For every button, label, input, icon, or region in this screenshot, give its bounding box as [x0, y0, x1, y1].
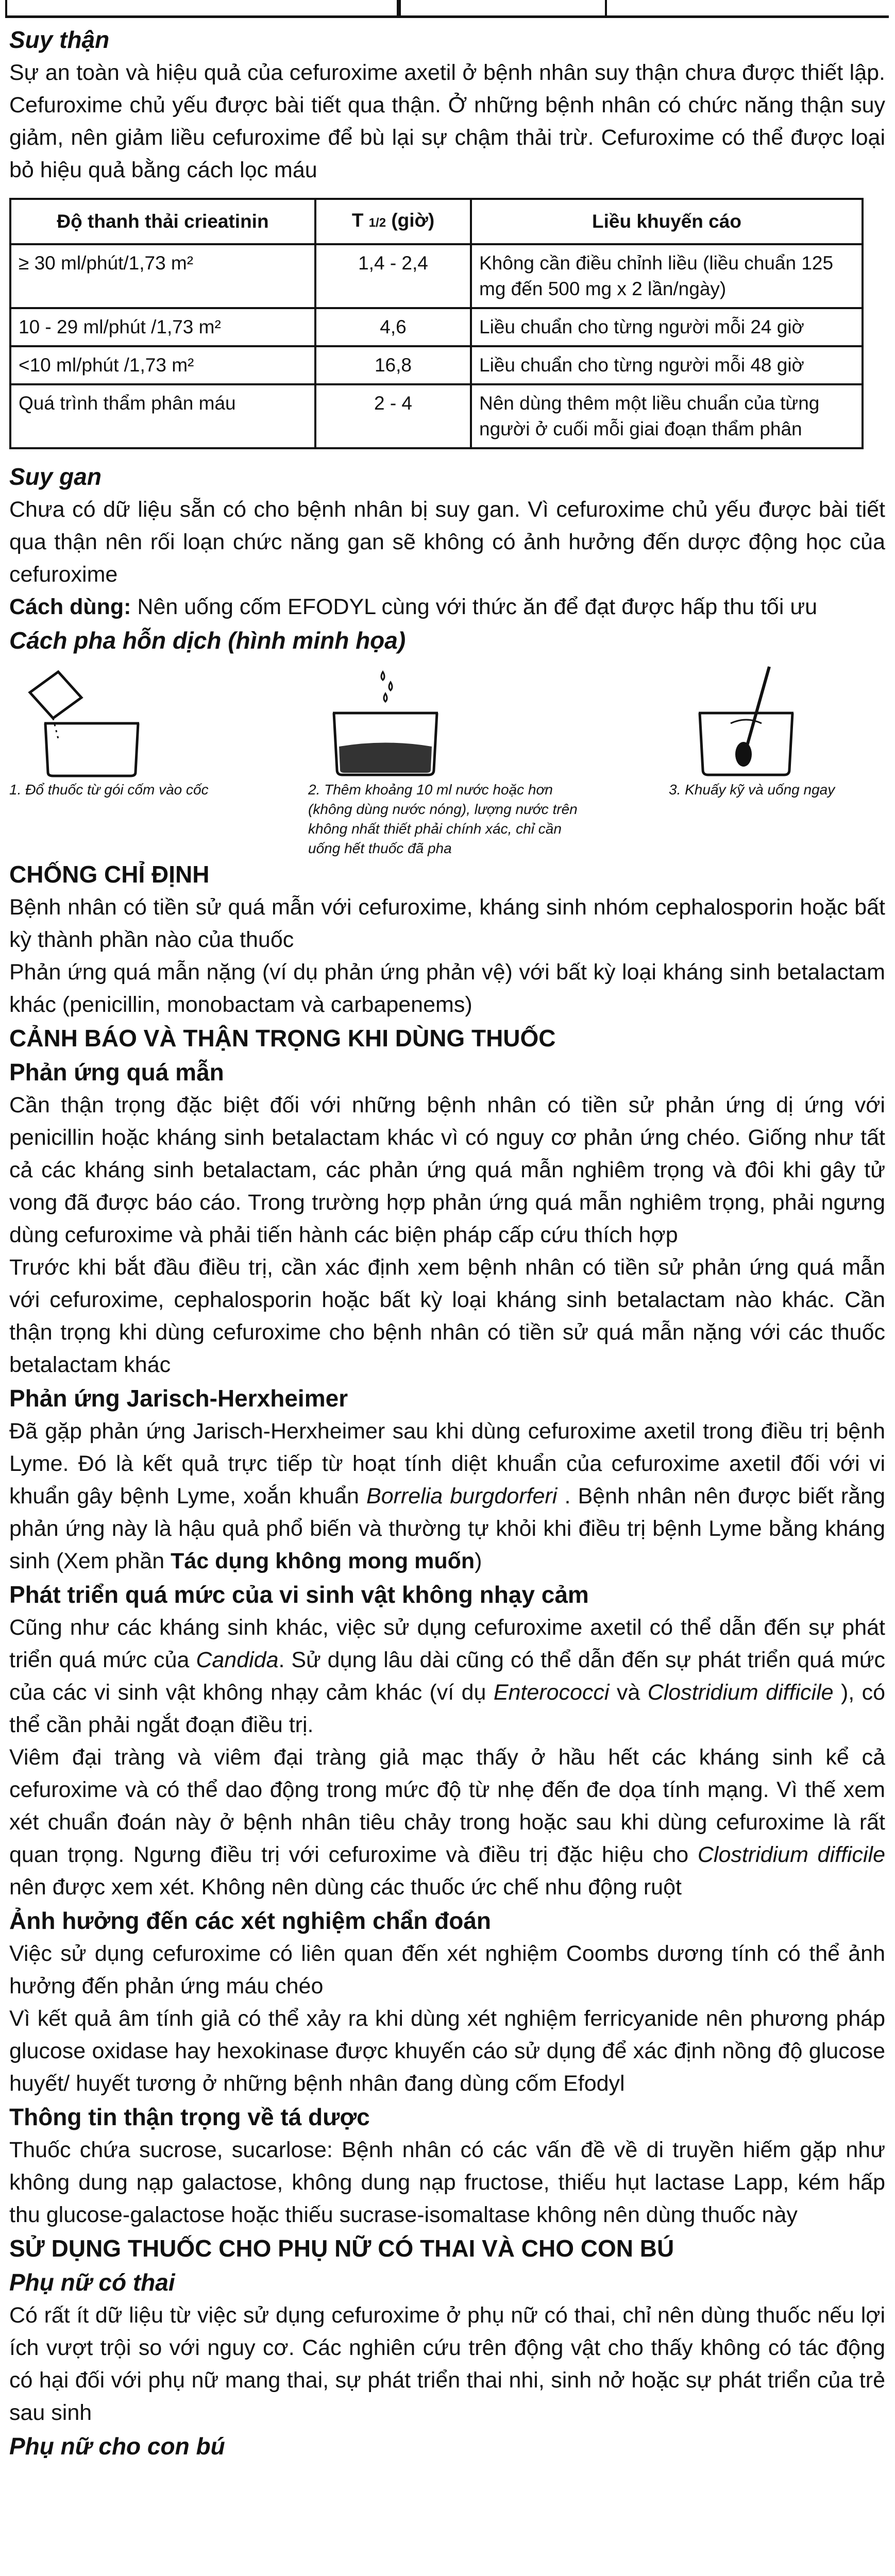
jarisch-heading: Phản ứng Jarisch-Herxheimer [9, 1385, 348, 1412]
table-remnant-bottom-border [5, 15, 889, 18]
usage-label: Cách dùng: [9, 595, 131, 619]
stir-spoon-icon [669, 662, 823, 780]
hepatic-heading: Suy gan [9, 463, 102, 490]
cell-clearance: <10 ml/phút /1,73 m² [10, 346, 315, 384]
cell-halflife: 4,6 [315, 308, 471, 346]
prep-step-2 [308, 662, 597, 858]
lab-tests-heading: Ảnh hưởng đến các xét nghiệm chẩn đoán [9, 1907, 492, 1934]
col-header-clearance: Độ thanh thải crieatinin [10, 199, 315, 244]
cross-reference: Tác dụng không mong muốn [171, 1549, 475, 1573]
organism-name: Candida [196, 1648, 279, 1672]
pregnancy-lactation-heading: SỬ DỤNG THUỐC CHO PHỤ NỮ CÓ THAI VÀ CHO CON BÚ [9, 2235, 674, 2262]
prep-illustration [9, 662, 885, 857]
overgrowth-paragraph [9, 1612, 885, 1741]
colitis-paragraph [9, 1741, 885, 1904]
jarisch-paragraph [9, 1415, 885, 1578]
prep-step-3-caption: 3. Khuấy kỹ và uống ngay [669, 782, 835, 798]
table-remnant-cell [5, 0, 401, 15]
table-header-row [10, 199, 863, 244]
text-run: . Sử dụng lâu dài cũng có thể dẫn đến sự phát triển quá mức của các vi sinh vật không nhạy cảm khác (ví dụ [9, 1648, 885, 1705]
cell-halflife: 2 - 4 [315, 384, 471, 448]
organism-name: Borrelia burgdorferi [366, 1484, 558, 1509]
cell-halflife: 1,4 - 2,4 [315, 244, 471, 308]
organism-name: Clostridium difficile [697, 1842, 885, 1867]
text-run: và [609, 1680, 648, 1705]
lactation-heading: Phụ nữ cho con bú [9, 2433, 225, 2460]
contraindications-p2: Phản ứng quá mẫn nặng (ví dụ phản ứng phản vệ) với bất kỳ loại kháng sinh betalactam khác (penicillin, monobactam và carbapenems) [9, 960, 885, 1017]
cell-dose: Liều chuẩn cho từng người mỗi 24 giờ [471, 308, 863, 346]
text-run: ), có thể cần phải ngắt đoạn điều trị. [9, 1680, 886, 1737]
cell-clearance: 10 - 29 ml/phút /1,73 m² [10, 308, 315, 346]
contraindications-heading: CHỐNG CHỈ ĐỊNH [9, 861, 210, 888]
pregnancy-heading: Phụ nữ có thai [9, 2269, 175, 2296]
excipients-heading: Thông tin thận trọng về tá dược [9, 2104, 370, 2130]
cell-halflife: 16,8 [315, 346, 471, 384]
text-run: . Bệnh nhân nên được biết rằng phản ứng này là hậu quả phổ biến và thường tự khỏi khi điều trị bệnh Lyme bằng kháng sinh (Xem phần [9, 1484, 885, 1573]
excipients-paragraph: Thuốc chứa sucrose, sucarlose: Bệnh nhân có các vấn đề về di truyền hiếm gặp như không dung nạp galactose, không dung nạp fructose, thiếu hụt lactase Lapp, kém hấp thu glucose-galactose hoặc thiếu sucrase-isomaltase không nên dùng thuốc này [9, 2138, 885, 2227]
table-row [10, 244, 863, 308]
cell-clearance: Quá trình thẩm phân máu [10, 384, 315, 448]
pregnancy-paragraph: Có rất ít dữ liệu từ việc sử dụng cefuroxime ở phụ nữ có thai, chỉ nên dùng thuốc nếu lợi ích vượt trội so với nguy cơ. Các nghiên cứu trên động vật cho thấy không có tác động có hại đối với phụ nữ mang thai, sự phát triển thai nhi, sinh nở hoặc sự phát triển của trẻ sau sinh [9, 2303, 885, 2425]
text-run: Đã gặp phản ứng Jarisch-Herxheimer sau khi dùng cefuroxime axetil trong điều trị bệnh Lyme. Đó là kết quả trực tiếp từ hoạt tính diệt khuẩn của cefuroxime axetil đối với vi khuẩn gây bệnh Lyme, xoắn khuẩn [9, 1419, 885, 1509]
prep-step-1 [9, 662, 215, 800]
cell-clearance: ≥ 30 ml/phút/1,73 m² [10, 244, 315, 308]
hypersensitivity-p1: Cần thận trọng đặc biệt đối với những bệnh nhân có tiền sử phản ứng dị ứng với penicillin hoặc kháng sinh betalactam khác vì có nguy cơ phản ứng chéo. Giống như tất cả các kháng sinh betalactam, các phản ứng quá mẫn nghiêm trọng và đôi khi gây tử vong đã được báo cáo. Trong trường hợp phản ứng quá mẫn nghiêm trọng, phải ngưng dùng cefuroxime và phải tiến hành các biện pháp cấp cứu thích hợp [9, 1093, 885, 1247]
hepatic-paragraph: Chưa có dữ liệu sẵn có cho bệnh nhân bị suy gan. Vì cefuroxime chủ yếu được bài tiết qua thận nên rối loạn chức năng gan sẽ không có ảnh hưởng đến dược động học của cefuroxime [9, 497, 885, 587]
prep-step-1-caption: 1. Đổ thuốc từ gói cốm vào cốc [9, 782, 209, 798]
renal-heading: Suy thận [9, 26, 110, 53]
lab-tests-p2: Vì kết quả âm tính giả có thể xảy ra khi dùng xét nghiệm ferricyanide nên phương pháp glucose oxidase hay hexokinase được khuyến cáo sử dụng để xác định nồng độ glucose huyết/ huyết tương ở những bệnh nhân đang dùng cốm Efodyl [9, 2006, 885, 2096]
pour-sachet-icon [9, 662, 164, 780]
prep-step-2-caption: 2. Thêm khoảng 10 ml nước hoặc hơn (không dùng nước nóng), lượng nước trên không nhất thiết phải chính xác, chỉ cần uống hết thuốc đã pha [308, 782, 578, 856]
usage-paragraph [9, 591, 885, 623]
prep-step-3 [669, 662, 885, 800]
text-run: Viêm đại tràng và viêm đại tràng giả mạc thấy ở hầu hết các kháng sinh kể cả cefuroxime và có thể dao động trong mức độ từ nhẹ đến đe dọa tính mạng. Vì thế xem xét chuẩn đoán này ở bệnh nhân tiêu chảy trong hoặc sau khi dùng cefuroxime là rất quan trọng. Ngưng điều trị với cefuroxime và điều trị đặc hiệu cho [9, 1745, 885, 1867]
table-row [10, 308, 863, 346]
usage-text: Nên uống cốm EFODYL cùng với thức ăn để đạt được hấp thu tối ưu [131, 595, 818, 619]
organism-name: Clostridium difficile [647, 1680, 834, 1705]
overgrowth-heading: Phát triển quá mức của vi sinh vật không nhạy cảm [9, 1581, 589, 1608]
hypersensitivity-heading: Phản ứng quá mẫn [9, 1059, 224, 1086]
organism-name: Enterococci [493, 1680, 610, 1705]
cell-dose: Nên dùng thêm một liều chuẩn của từng người ở cuối mỗi giai đoạn thẩm phân [471, 384, 863, 448]
text-run: Cũng như các kháng sinh khác, việc sử dụng cefuroxime axetil có thể dẫn đến sự phát triển quá mức của [9, 1615, 885, 1672]
table-row [10, 346, 863, 384]
add-water-icon [308, 662, 463, 780]
table-row [10, 384, 863, 448]
cell-dose: Liều chuẩn cho từng người mỗi 48 giờ [471, 346, 863, 384]
col-header-dose: Liều khuyến cáo [471, 199, 863, 244]
text-run: nên được xem xét. Không nên dùng các thuốc ức chế nhu động ruột [9, 1875, 682, 1900]
table-remnant-cell [397, 0, 607, 15]
renal-paragraph: Sự an toàn và hiệu quả của cefuroxime axetil ở bệnh nhân suy thận chưa được thiết lập. Cefuroxime chủ yếu được bài tiết qua thận. Ở những bệnh nhân có chức năng thận suy giảm, nên giảm liều cefuroxime để bù lại sự chậm thải trừ. Cefuroxime có thể được loại bỏ hiệu quả bằng cách lọc máu [9, 60, 885, 182]
contraindications-p1: Bệnh nhân có tiền sử quá mẫn với cefuroxime, kháng sinh nhóm cephalosporin hoặc bất kỳ thành phần nào của thuốc [9, 895, 885, 952]
prep-heading: Cách pha hỗn dịch (hình minh họa) [9, 627, 406, 654]
hypersensitivity-p2: Trước khi bắt đầu điều trị, cần xác định xem bệnh nhân có tiền sử phản ứng quá mẫn với cefuroxime, cephalosporin hoặc bất kỳ loại kháng sinh betalactam nào khác. Cần thận trọng khi dùng cefuroxime cho bệnh nhân có tiền sử quá mẫn nặng với các thuốc betalactam khác [9, 1255, 885, 1377]
text-run: ) [475, 1549, 482, 1573]
lab-tests-p1: Việc sử dụng cefuroxime có liên quan đến xét nghiệm Coombs dương tính có thể ảnh hưởng đến phản ứng máu chéo [9, 1941, 885, 1998]
document-body [9, 23, 885, 2463]
warnings-heading: CẢNH BÁO VÀ THẬN TRỌNG KHI DÙNG THUỐC [9, 1025, 556, 1052]
renal-dosing-table [9, 198, 864, 449]
col-header-halflife: T 1/2 (giờ) [315, 199, 471, 244]
cell-dose: Không cần điều chỉnh liều (liều chuẩn 125 mg đến 500 mg x 2 lần/ngày) [471, 244, 863, 308]
